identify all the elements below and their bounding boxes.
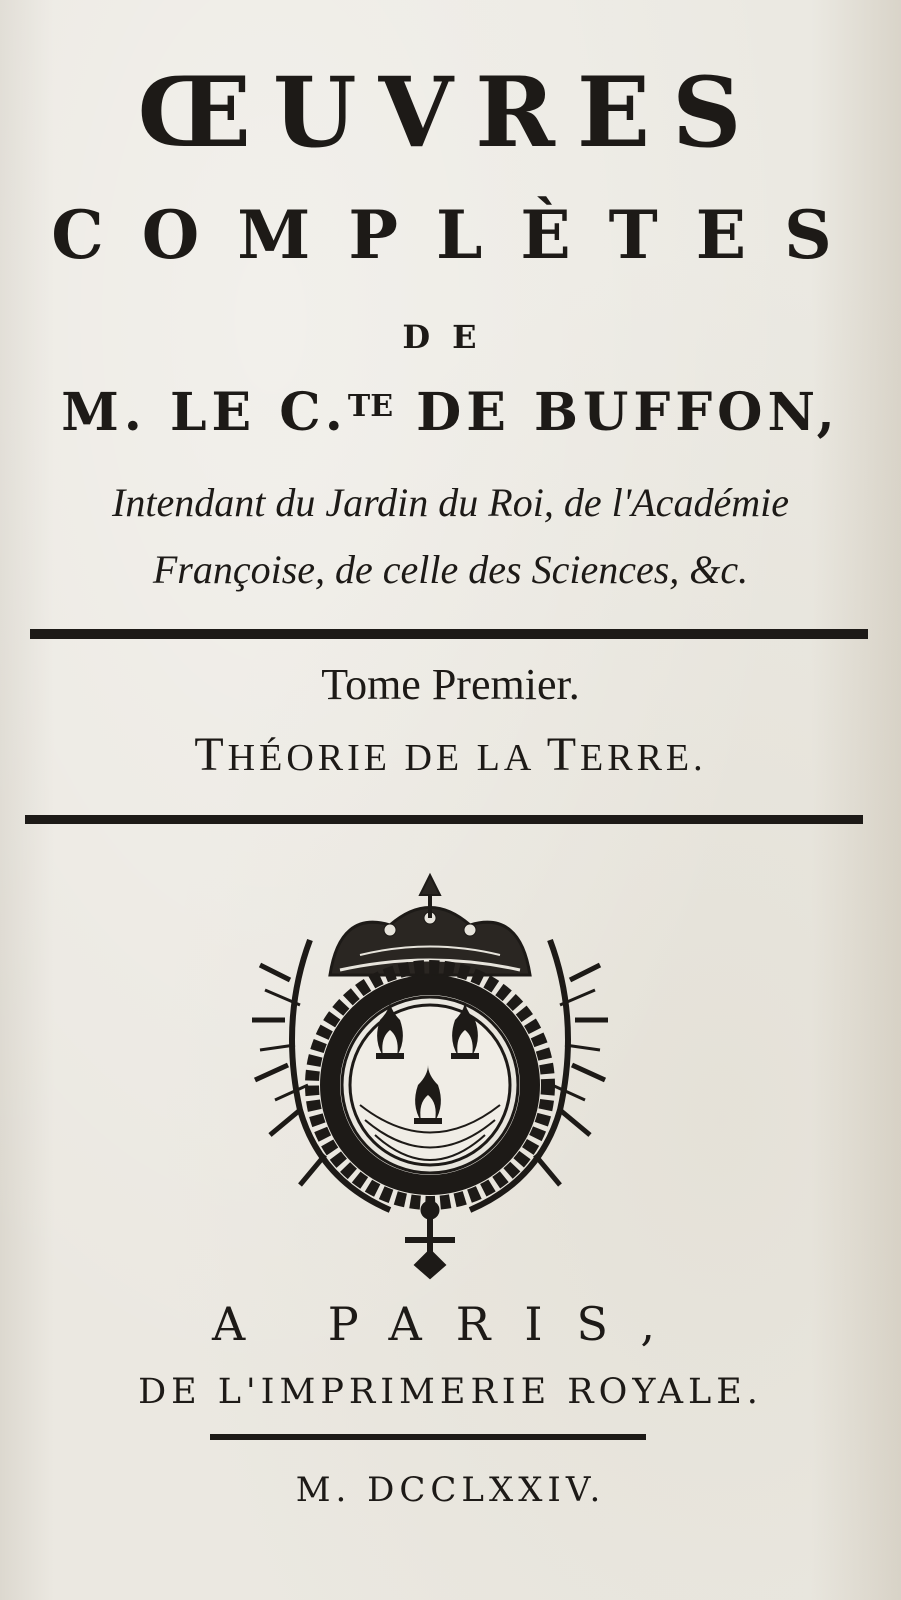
printer: DE L'IMPRIMERIE ROYALE. — [138, 1372, 763, 1412]
imprint-rule — [210, 1434, 646, 1440]
publication-place: A PARIS, — [211, 1297, 690, 1351]
upper-rule — [30, 629, 868, 639]
volume-title — [0, 730, 901, 783]
publication-year: M. DCCLXXIV. — [295, 1470, 606, 1510]
lower-rule — [25, 815, 863, 824]
author-description-line2: Françoise, de celle des Sciences, &c. — [152, 547, 749, 592]
volume-title-initial2: T — [546, 728, 581, 781]
author-name — [0, 375, 901, 445]
author-name-part1: M. LE C. — [61, 382, 348, 443]
author-description-line1: Intendant du Jardin du Roi, de l'Académie — [112, 480, 789, 525]
preposition: DE — [402, 318, 499, 356]
book-title: ŒUVRES — [137, 56, 764, 169]
volume-number: Tome Premier. — [321, 660, 580, 709]
book-subtitle: COMPLÈTES — [51, 196, 870, 274]
author-name-part2: DE BUFFON, — [393, 382, 840, 443]
volume-title-initial1: T — [194, 728, 228, 781]
author-title-abbrev: TE — [347, 389, 394, 424]
volume-title-text1: HÉORIE DE LA — [227, 737, 547, 779]
royal-arms-emblem-icon — [240, 870, 620, 1280]
volume-title-text2: ERRE. — [580, 737, 707, 779]
